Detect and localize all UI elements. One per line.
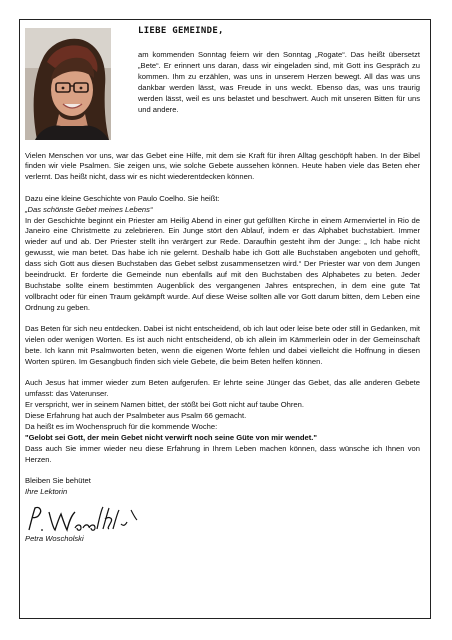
paragraph-6: Diese Erfahrung hat auch der Psalmbeter aus Psalm 66 gemacht. bbox=[25, 411, 247, 421]
story-title: „Das schönste Gebet meines Lebens“ bbox=[25, 204, 153, 214]
handwritten-signature bbox=[25, 504, 145, 534]
letter-header bbox=[25, 26, 420, 140]
signer-name: Petra Woscholski bbox=[25, 533, 84, 543]
weekly-quote: "Gelobt sei Gott, der mein Gebet nicht verwirft noch seine Güte von mir wendet." bbox=[25, 432, 318, 442]
paragraph-4: Auch Jesus hat immer wieder zum Beten aufgerufen. Er lehrte seine Jünger das Gebet, das alle anderen Gebete umfasst: das Vaterunser. bbox=[25, 378, 420, 399]
paragraph-2: Dazu eine kleine Geschichte von Paulo Coelho. Sie heißt: bbox=[25, 193, 220, 203]
paragraph-8: Dass auch Sie immer wieder neu diese Erfahrung in Ihrem Leben machen können, dass wünsche ich Ihnen von Herzen. bbox=[25, 443, 420, 464]
intro-paragraph: am kommenden Sonntag feiern wir den Sonntag „Rogate“. Das heißt übersetzt „Bete“. Er erinnert uns daran, dass wir eingeladen sind, mit Gott ins Gespräch zu kommen. Ihm zu erzählen, was uns in unserem Herzen bewegt. All das was uns dankbar werden lässt, was Freude in uns weckt. Ebenso das, was uns traurig werden lässt, weil es uns belastet und beschwert. Auch mit unseren Bitten für uns und andere. bbox=[138, 50, 420, 114]
paragraph-7: Da heißt es im Wochenspruch für die kommende Woche: bbox=[25, 421, 218, 431]
portrait-photo bbox=[25, 28, 111, 140]
greeting-heading: LIEBE GEMEINDE, bbox=[138, 26, 224, 36]
closing-line-1: Bleiben Sie behütet bbox=[25, 476, 91, 486]
paragraph-3: Das Beten für sich neu entdecken. Dabei ist nicht entscheidend, ob ich laut oder leise bete oder still in Gedanken, mit vielen oder wenigen Worten. Es ist auch nicht entscheidend, ob ich allein im Kämmerlein oder in der Gemeinschaft bete. Ich kann mit Psalmworten beten, wenn die eigenen Worte fehlen und dabei vielleicht die Hoffnung in diesen Worten spüren. Im Gesangbuch finden sich viele Gebete, die beim Beten helfen können. bbox=[25, 324, 420, 366]
letter-content bbox=[25, 26, 420, 545]
paragraph-5: Er verspricht, wer in seinem Namen bittet, der stößt bei Gott nicht auf taube Ohren. bbox=[25, 400, 304, 410]
closing-line-2: Ihre Lektorin bbox=[25, 486, 68, 496]
paragraph-1: Vielen Menschen vor uns, war das Gebet eine Hilfe, mit dem sie Kraft für ihren Alltag geschöpft haben. In der Bibel finden wir viele Psalmen. Sie zeigen uns, wie solche Gebete aussehen können. Heute haben viele das Beten eher verlernt. Das heißt nicht, dass wir es nicht wiederentdecken können. bbox=[25, 150, 420, 182]
story-paragraph: In der Geschichte beginnt ein Priester am Heilig Abend in einer gut gefüllten Kirche in einem Armenviertel in Rio de Janeiro eine Christmette zu zelebrieren. Ein Junge stört den Ablauf, indem er das Alphabet buchstabiert. Immer wieder auf und ab. Der Priester stellt ihn verärgert zur Rede. Daraufhin gesteht ihm der Junge: „ Ich habe nicht gewusst, wie man betet. Das habe ich nie gelernt. Deshalb habe ich Gott alle Buchstaben angeboten und gehofft, dass sich Gott aus diesen Buchstaben das Gebet selbst zusammensetzen wird.“ Der Priester war von dem Jungen beeindruckt. Er forderte die Gemeinde nun ebenfalls auf mit den Buchstaben des Alphabetes zu beten. Jeder Buchstabe sollte einem bestimmten Augenblick des vergangenen Jahres entsprechen, in dem eine gute Tat vollbracht oder für einen Traum gekämpft wurde. Auf diese Weise sollten alle vor Gott darum bitten, dem Leben eine Ordnung zu geben. bbox=[25, 215, 420, 312]
intro-block bbox=[138, 26, 420, 115]
